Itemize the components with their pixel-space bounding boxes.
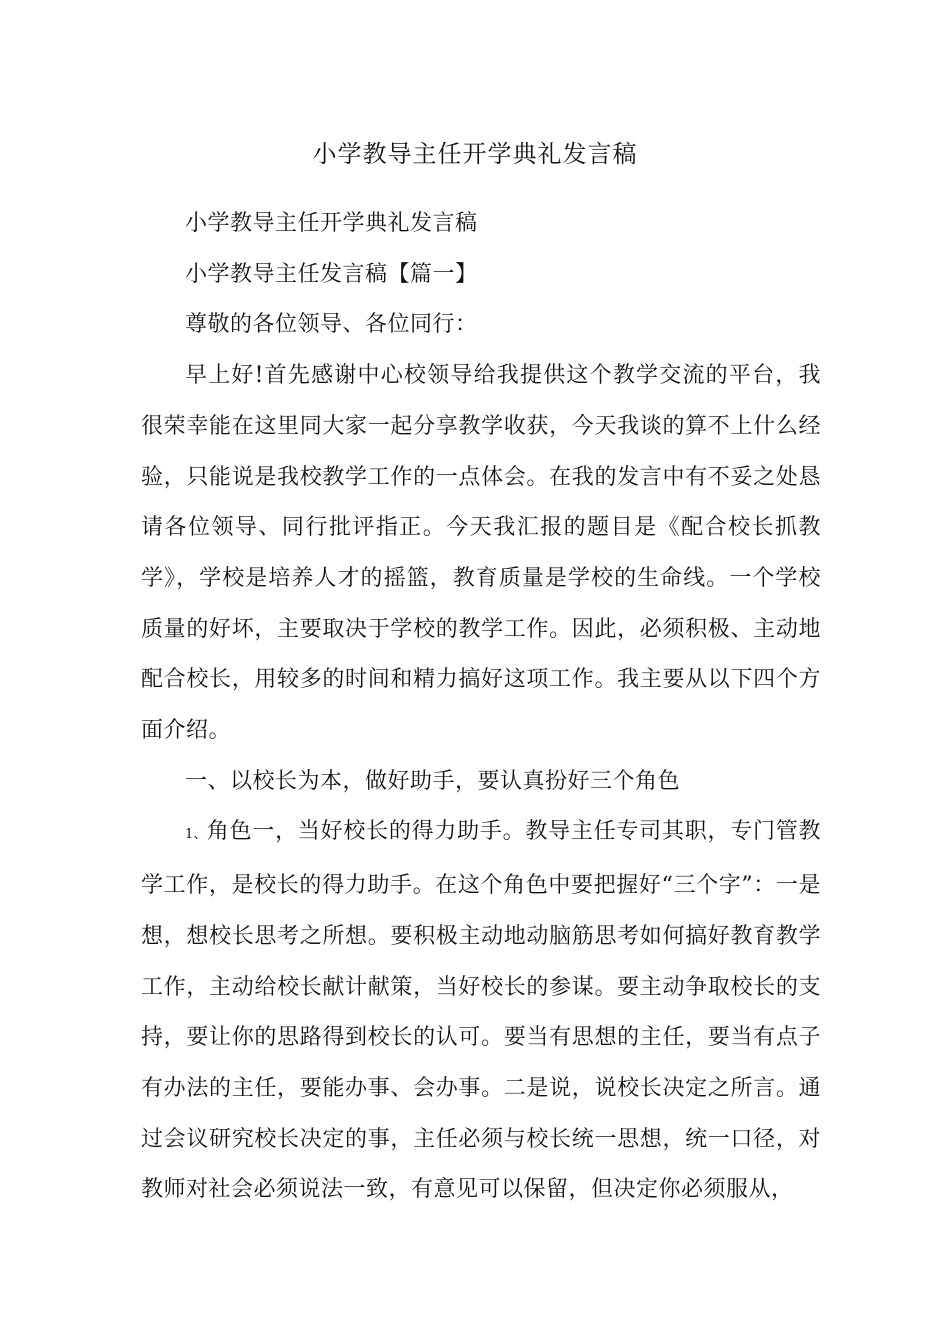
paragraph-section-heading: 小学教导主任发言稿【篇一】 [185, 261, 478, 287]
paragraph-salutation: 尊敬的各位领导、各位同行： [185, 312, 478, 338]
document-body [141, 199, 821, 1216]
paragraph-subtitle: 小学教导主任开学典礼发言稿 [185, 211, 478, 236]
paragraph-heading-one: 一、以校长为本，做好助手，要认真扮好三个角色 [185, 768, 681, 794]
paragraph-item-one [141, 807, 821, 1216]
item-number: 1、 [185, 827, 207, 843]
item-text: 角色一，当好校长的得力助手。教导主任专司其职，专门管教学工作，是校长的得力助手。在这个角色中要把握好“三个字”：一是想，想校长思考之所想。要积极主动地动脑筋思考如何搞好教育教学工作，主动给校长献计献策，当好校长的参谋。要主动争取校长的支持，要让你的思路得到校长的认可。要当有思想的主任，要当有点子有办法的主任，要能办事、会办事。二是说，说校长决定之所言。通过会议研究校长决定的事，主任必须与校长统一思想，统一口径，对教师对社会必须说法一致，有意见可以保留，但决定你必须服从， [141, 819, 821, 1203]
paragraph-introduction: 早上好!首先感谢中心校领导给我提供这个教学交流的平台，我很荣幸能在这里同大家一起分享教学收获，今天我谈的算不上什么经验，只能说是我校教学工作的一点体会。在我的发言中有不妥之处恳请各位领导、同行批评指正。今天我汇报的题目是《配合校长抓教学》，学校是培养人才的摇篮，教育质量是学校的生命线。一个学校质量的好坏，主要取决于学校的教学工作。因此，必须积极、主动地配合校长，用较多的时间和精力搞好这项工作。我主要从以下四个方面介绍。 [141, 363, 821, 744]
document-title: 小学教导主任开学典礼发言稿 [312, 140, 638, 168]
